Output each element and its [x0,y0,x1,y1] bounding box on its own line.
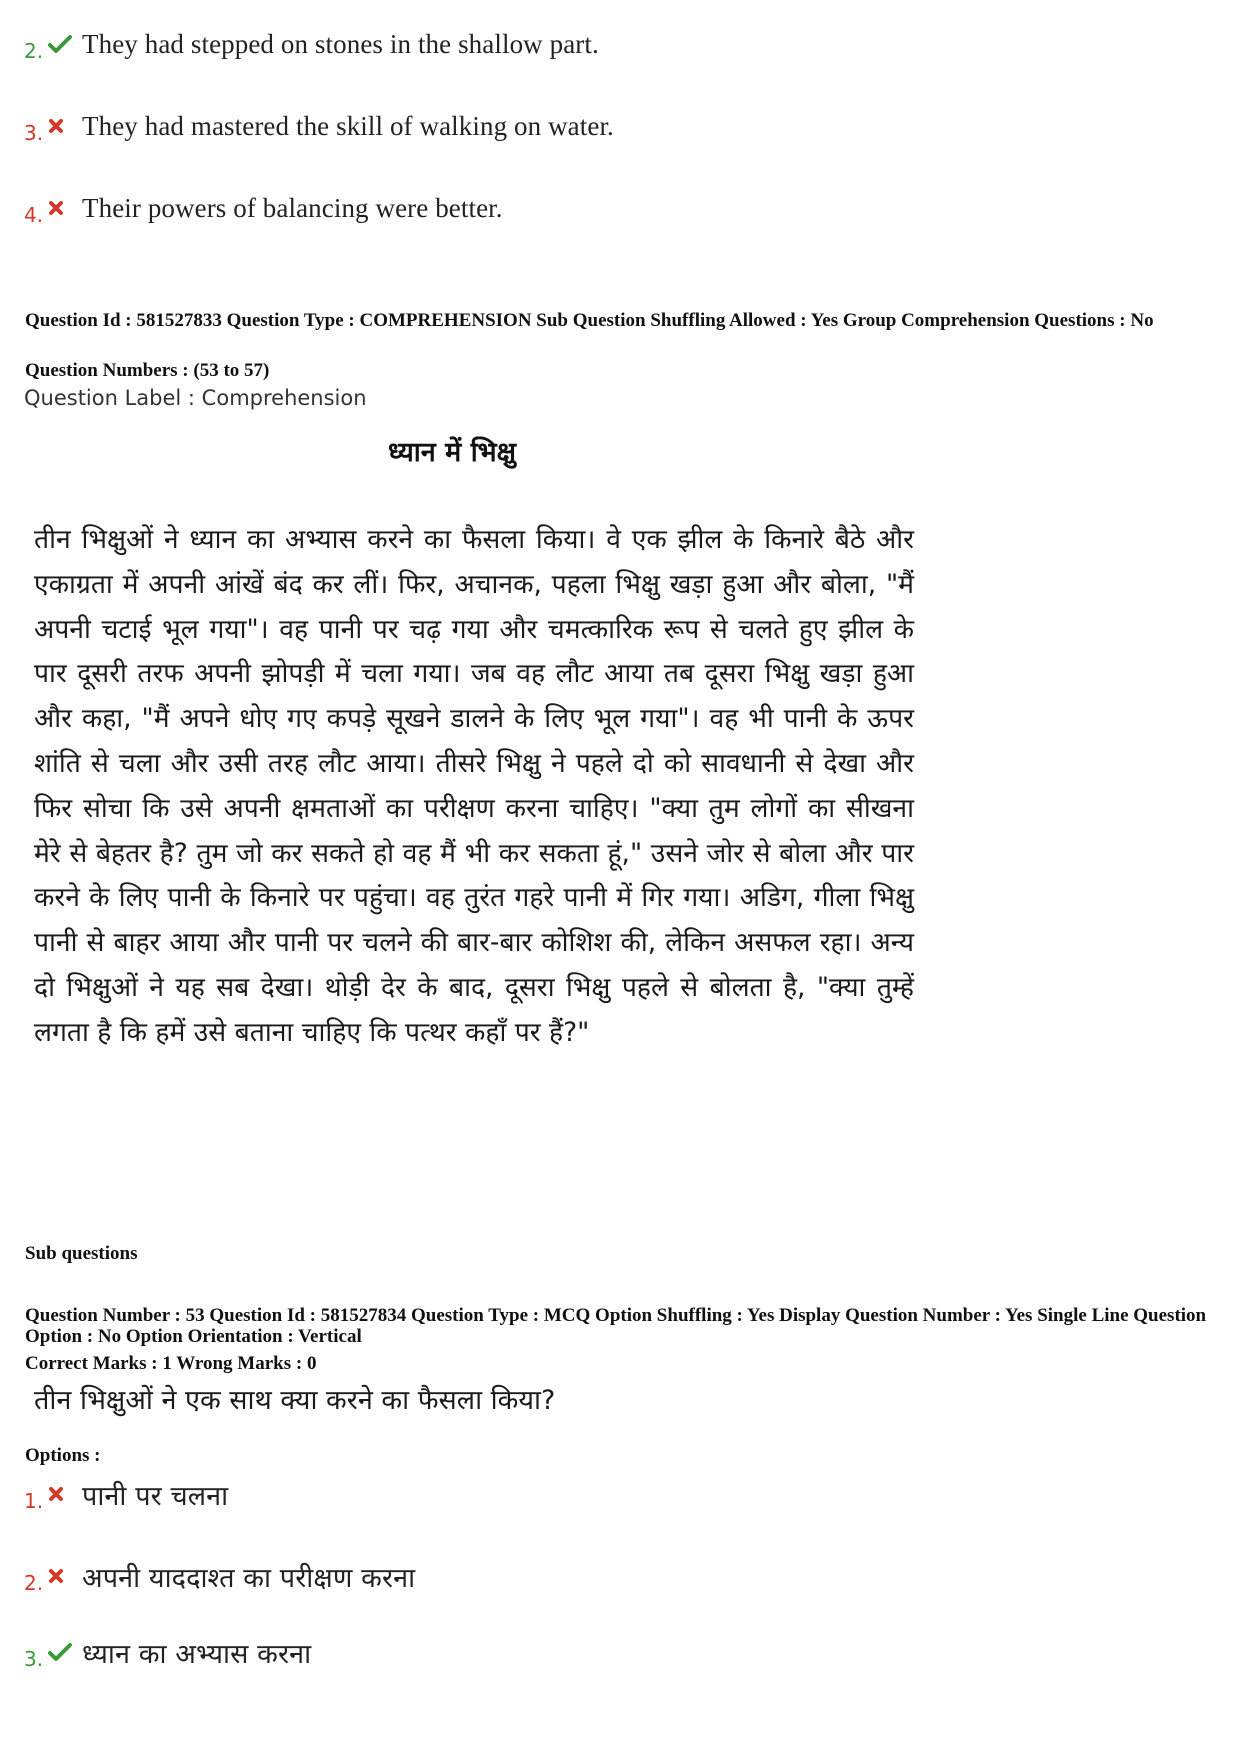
option-row [24,1632,311,1672]
option-row [24,188,503,228]
option-text: Their powers of balancing were better. [82,192,503,223]
check-icon [48,31,82,57]
check-icon [48,1639,82,1665]
option-row [24,106,614,146]
option-number: 4. [24,203,44,227]
question-text: तीन भिक्षुओं ने एक साथ क्या करने का फैसला किया? [34,1385,556,1416]
question-meta: Question Number : 53 Question Id : 581527834 Question Type : MCQ Option Shuffling : Yes Display Question Number : Yes Single Line Question Option : No Option Orientation : Vertical [25,1305,1207,1347]
options-label: Options : [25,1445,101,1466]
sub-questions-label: Sub questions [25,1243,138,1264]
comprehension-meta: Question Id : 581527833 Question Type : COMPREHENSION Sub Question Shuffling Allowed : Yes Group Comprehension Questions : No [25,310,1154,331]
option-number: 3. [24,1647,44,1671]
option-number: 2. [24,1571,44,1595]
question-numbers: Question Numbers : (53 to 57) [25,360,270,381]
cross-icon [48,1563,82,1589]
cross-icon [48,195,82,221]
question-label: Question Label : Comprehension [24,386,367,410]
passage-text: तीन भिक्षुओं ने ध्यान का अभ्यास करने का फैसला किया। वे एक झील के किनारे बैठे और एकाग्रता में अपनी आंखें बंद कर लीं। फिर, अचानक, पहला भिक्षु खड़ा हुआ और बोला, "मैं अपनी चटाई भूल गया"। वह पानी पर चढ़ गया और चमत्कारिक रूप से चलते हुए झील के पार दूसरी तरफ अपनी झोपड़ी में चला गया। जब वह लौट आया तब दूसरा भिक्षु खड़ा हुआ और कहा, "मैं अपने धोए गए कपड़े सूखने डालने के लिए भूल गया"। वह भी पानी के ऊपर शांति से चला और उसी तरह लौट आया। तीसरे भिक्षु ने पहले दो को सावधानी से देखा और फिर सोचा कि उसे अपनी क्षमताओं का परीक्षण करना चाहिए। "क्या तुम लोगों का सीखना मेरे से बेहतर है? तुम जो कर सकते हो वह मैं भी कर सकता हूं," उसने जोर से बोला और पार करने के लिए पानी के किनारे पर पहुंचा। वह तुरंत गहरे पानी में गिर गया। अडिग, गीला भिक्षु पानी से बाहर आया और पानी पर चलने की बार-बार कोशिश की, लेकिन असफल रहा। अन्य दो भिक्षुओं ने यह सब देखा। थोड़ी देर के बाद, दूसरा भिक्षु पहले से बोलता है, "क्या तुम्हें लगता है कि हमें उसे बताना चाहिए कि पत्थर कहाँ पर हैं?" [34,524,914,1048]
option-text: अपनी याददाश्त का परीक्षण करना [82,1562,416,1594]
option-number: 1. [24,1489,44,1513]
option-row [24,1474,228,1514]
passage-title: ध्यान में भिक्षु [387,437,517,468]
option-text: They had stepped on stones in the shallow part. [82,28,599,59]
marks-line: Correct Marks : 1 Wrong Marks : 0 [25,1353,317,1374]
option-row [24,24,599,64]
option-row [24,1556,415,1596]
option-number: 2. [24,39,44,63]
option-text: They had mastered the skill of walking on water. [82,110,614,141]
option-text: ध्यान का अभ्यास करना [82,1638,312,1670]
option-text: पानी पर चलना [82,1480,229,1512]
option-number: 3. [24,121,44,145]
cross-icon [48,113,82,139]
cross-icon [48,1481,82,1507]
